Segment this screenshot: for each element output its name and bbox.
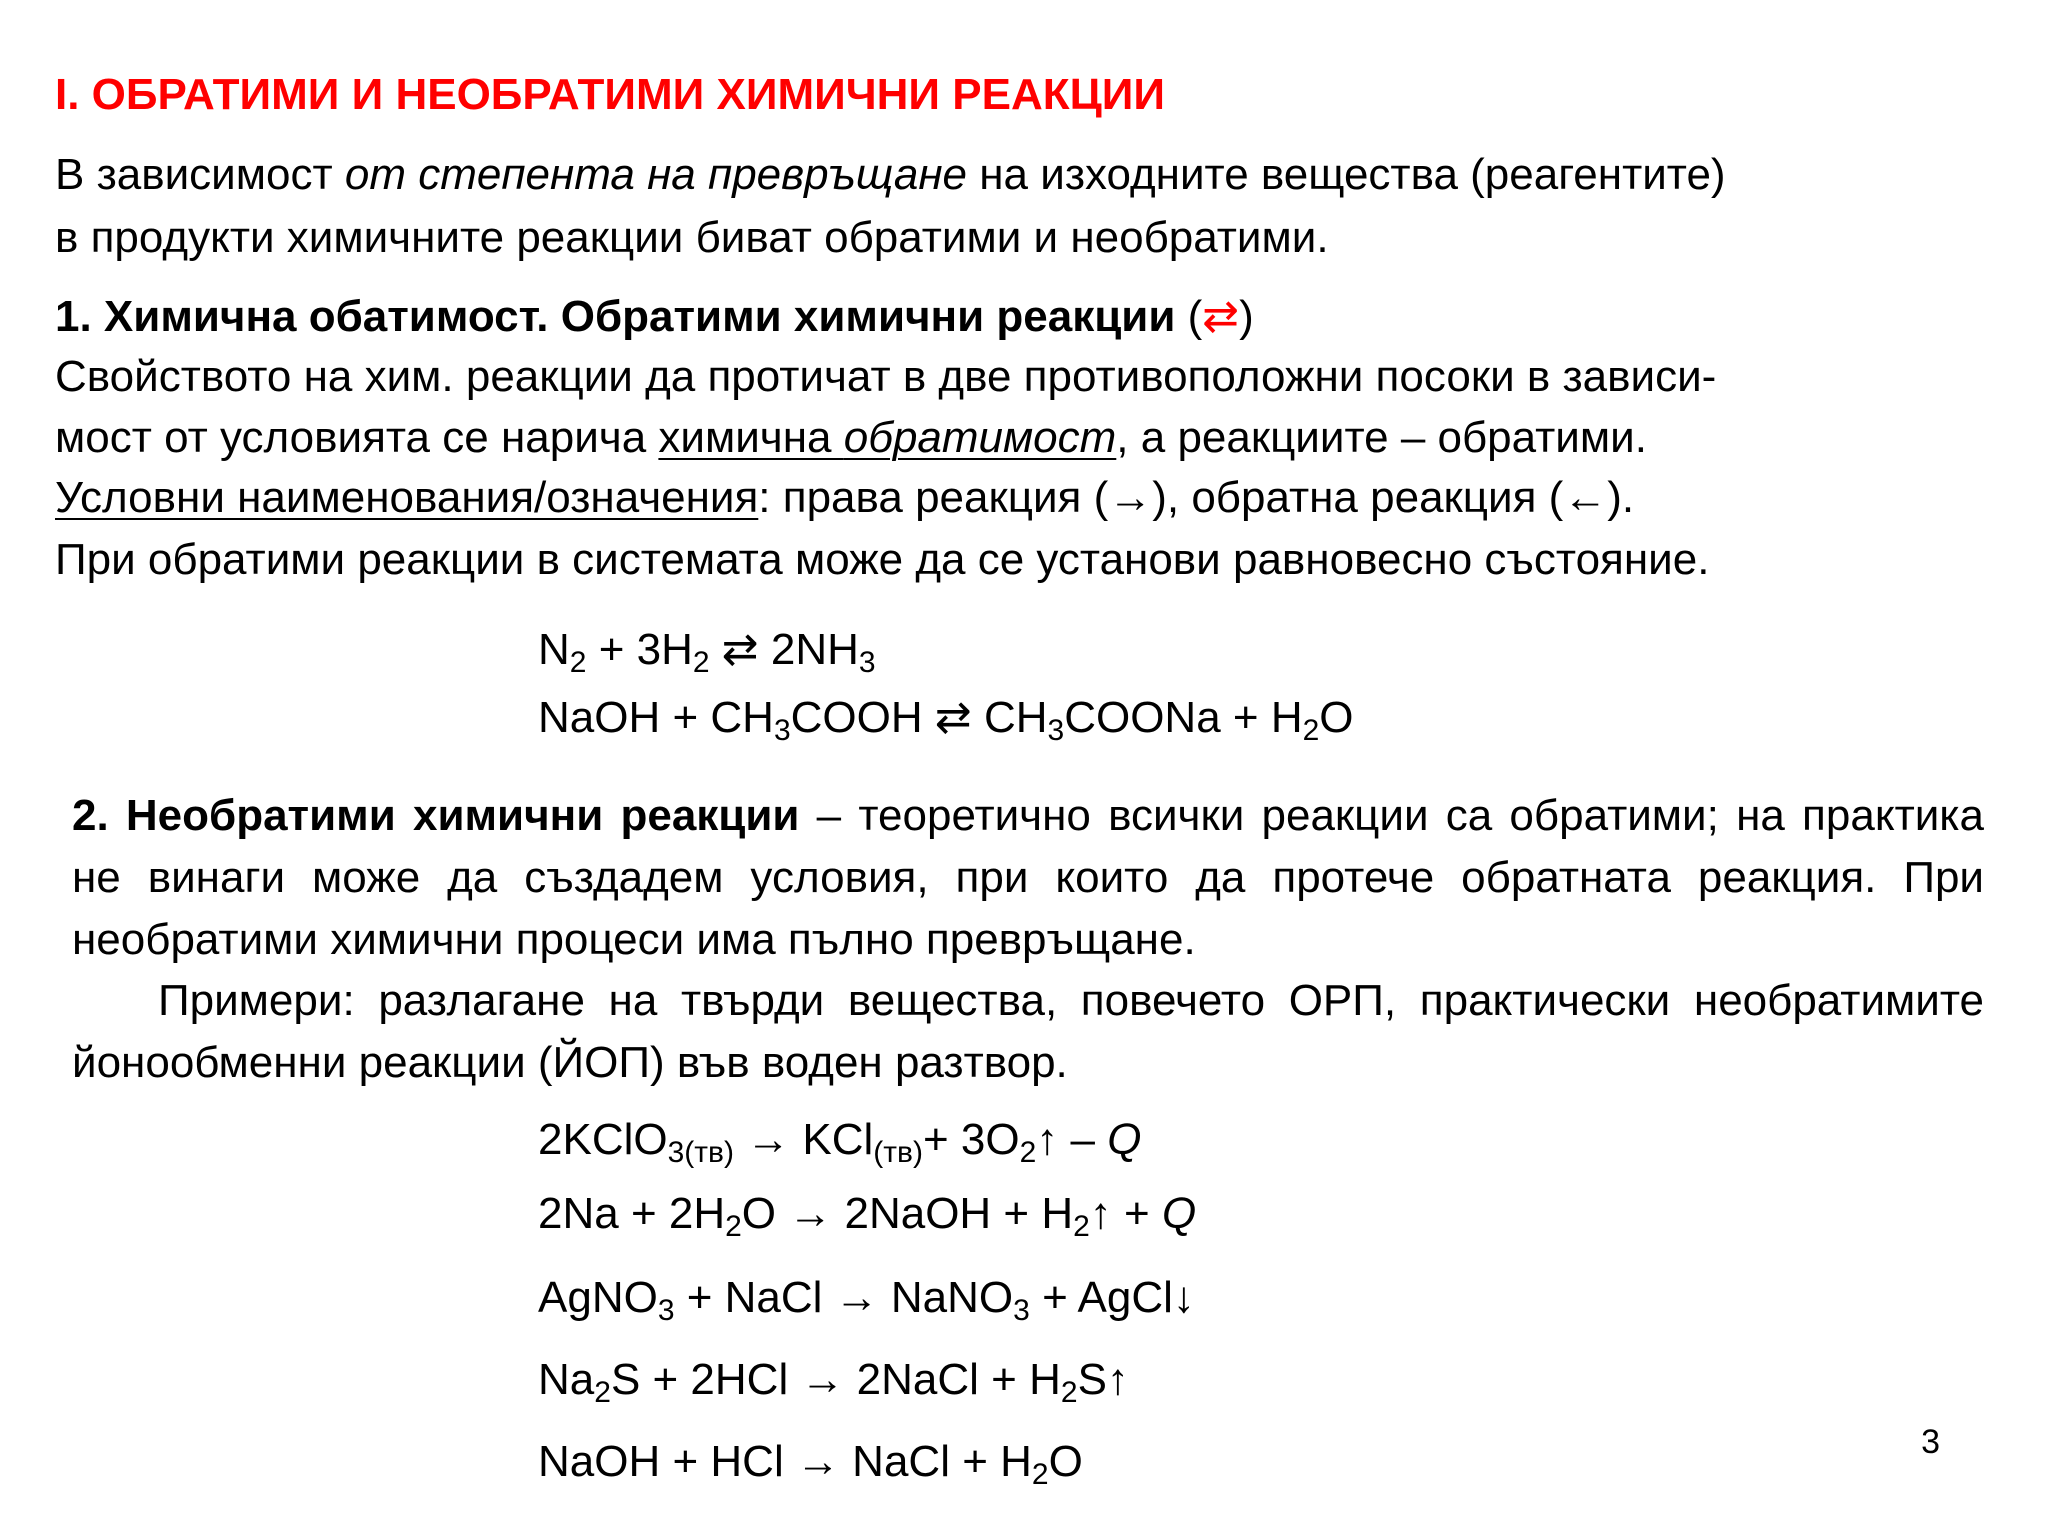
section1-line-1: Свойството на хим. реакции да протичат в две противоположни посоки в зависи- — [55, 352, 1717, 401]
text: , а реакциите – обратими. — [1116, 413, 1647, 462]
eq-part: ↑ + — [1089, 1189, 1162, 1238]
heat-symbol: Q — [1161, 1189, 1197, 1238]
eq-subscript: 2 — [692, 646, 710, 679]
eq-part: AgNO — [538, 1273, 658, 1322]
equation-7 — [538, 1432, 1083, 1492]
eq-part: S + 2HCl → 2NaCl + H — [610, 1355, 1061, 1404]
eq-part: 2KClO — [538, 1115, 668, 1164]
eq-part: 2Na + 2H — [538, 1189, 726, 1238]
eq-part: + NaCl → NaNO — [674, 1273, 1014, 1322]
eq-part: O — [1319, 693, 1354, 742]
eq-subscript: 3 — [858, 646, 876, 679]
eq-subscript: 2 — [1073, 1210, 1090, 1243]
section1-line-3 — [55, 468, 1634, 528]
equilibrium-arrow-symbol: ⇄ — [1202, 292, 1240, 341]
intro-text: В зависимост — [55, 150, 345, 199]
eq-part: Na — [538, 1355, 595, 1404]
eq-subscript: (тв) — [873, 1136, 923, 1169]
intro-italic-text: от степента на превръщане — [344, 150, 968, 199]
section2-paragraph-1 — [72, 785, 1984, 971]
section2-text: – теоретично всички реакции са обратими; на практика не винаги може да създадем условия, при които да протече обратната реакция. При необратими химични процеси има пълно превръщане. — [72, 791, 1984, 964]
eq-subscript: 2 — [569, 646, 587, 679]
section1-line-4: При обратими реакции в системата може да се установи равновесно състояние. — [55, 535, 1710, 584]
eq-part: ↑ – — [1036, 1115, 1108, 1164]
text: : права реакция (→), обратна реакция (←). — [758, 473, 1635, 522]
paren: ) — [1239, 292, 1254, 341]
eq-subscript: 3 — [773, 714, 791, 747]
term-part: химична — [658, 413, 844, 462]
eq-part: + 3O — [922, 1115, 1020, 1164]
eq-subscript: 3 — [657, 1294, 675, 1327]
page-number: 3 — [1921, 1423, 1940, 1461]
section2-paragraph-2: Примери: разлагане на твърди вещества, повечето ОРП, практически необратимите йонообменни реакции (ЙОП) във воден разтвор. — [72, 976, 1984, 1087]
equation-3 — [538, 1110, 1141, 1170]
eq-part: ⇄ 2NH — [709, 625, 859, 674]
eq-part: + AgCl↓ — [1029, 1273, 1195, 1322]
section1-line-2 — [55, 408, 1647, 468]
eq-part: S↑ — [1077, 1355, 1129, 1404]
eq-part: NaOH + CH — [538, 693, 774, 742]
eq-part: O → 2NaOH + H — [741, 1189, 1074, 1238]
heat-symbol: Q — [1107, 1115, 1142, 1164]
eq-subscript: 2 — [725, 1210, 742, 1243]
eq-subscript: 2 — [1019, 1136, 1037, 1169]
equation-6 — [538, 1350, 1129, 1410]
eq-subscript: 2 — [1302, 714, 1320, 747]
eq-part: NaOH + HCl → NaCl + H — [538, 1437, 1032, 1486]
equation-5 — [538, 1268, 1195, 1328]
intro-line-2: в продукти химичните реакции биват обратими и необратими. — [55, 213, 1329, 262]
equation-2 — [538, 688, 1354, 748]
underlined-term — [658, 413, 1116, 462]
underlined-label: Условни наименования/означения — [55, 473, 759, 522]
eq-subscript: 3 — [1047, 714, 1065, 747]
eq-part: O — [1048, 1437, 1083, 1486]
eq-part: N — [538, 625, 570, 674]
eq-part: COOH ⇄ CH — [790, 693, 1048, 742]
section1-heading — [55, 287, 1254, 347]
eq-part: + 3H — [586, 625, 693, 674]
page-title: I. ОБРАТИМИ И НЕОБРАТИМИ ХИМИЧНИ РЕАКЦИИ — [55, 70, 1165, 119]
section2-heading: 2. Необратими химични реакции — [72, 791, 800, 840]
term-part-italic: обратимост — [843, 413, 1117, 462]
eq-subscript: 2 — [594, 1376, 611, 1409]
equation-1 — [538, 620, 876, 680]
eq-subscript: 3 — [1013, 1294, 1030, 1327]
eq-subscript: 3(тв) — [667, 1136, 734, 1169]
intro-line-1 — [55, 145, 1726, 205]
eq-subscript: 2 — [1031, 1458, 1049, 1491]
text: мост от условията се нарича — [55, 413, 659, 462]
section1-heading-text: 1. Химична обатимост. Обратими химични реакции — [55, 292, 1176, 341]
equation-4 — [538, 1184, 1196, 1244]
eq-subscript: 2 — [1060, 1376, 1078, 1409]
eq-part: COONa + H — [1064, 693, 1303, 742]
eq-part: → KCl — [733, 1115, 874, 1164]
intro-text: на изходните вещества (реагентите) — [967, 150, 1726, 199]
paren: ( — [1175, 292, 1203, 341]
